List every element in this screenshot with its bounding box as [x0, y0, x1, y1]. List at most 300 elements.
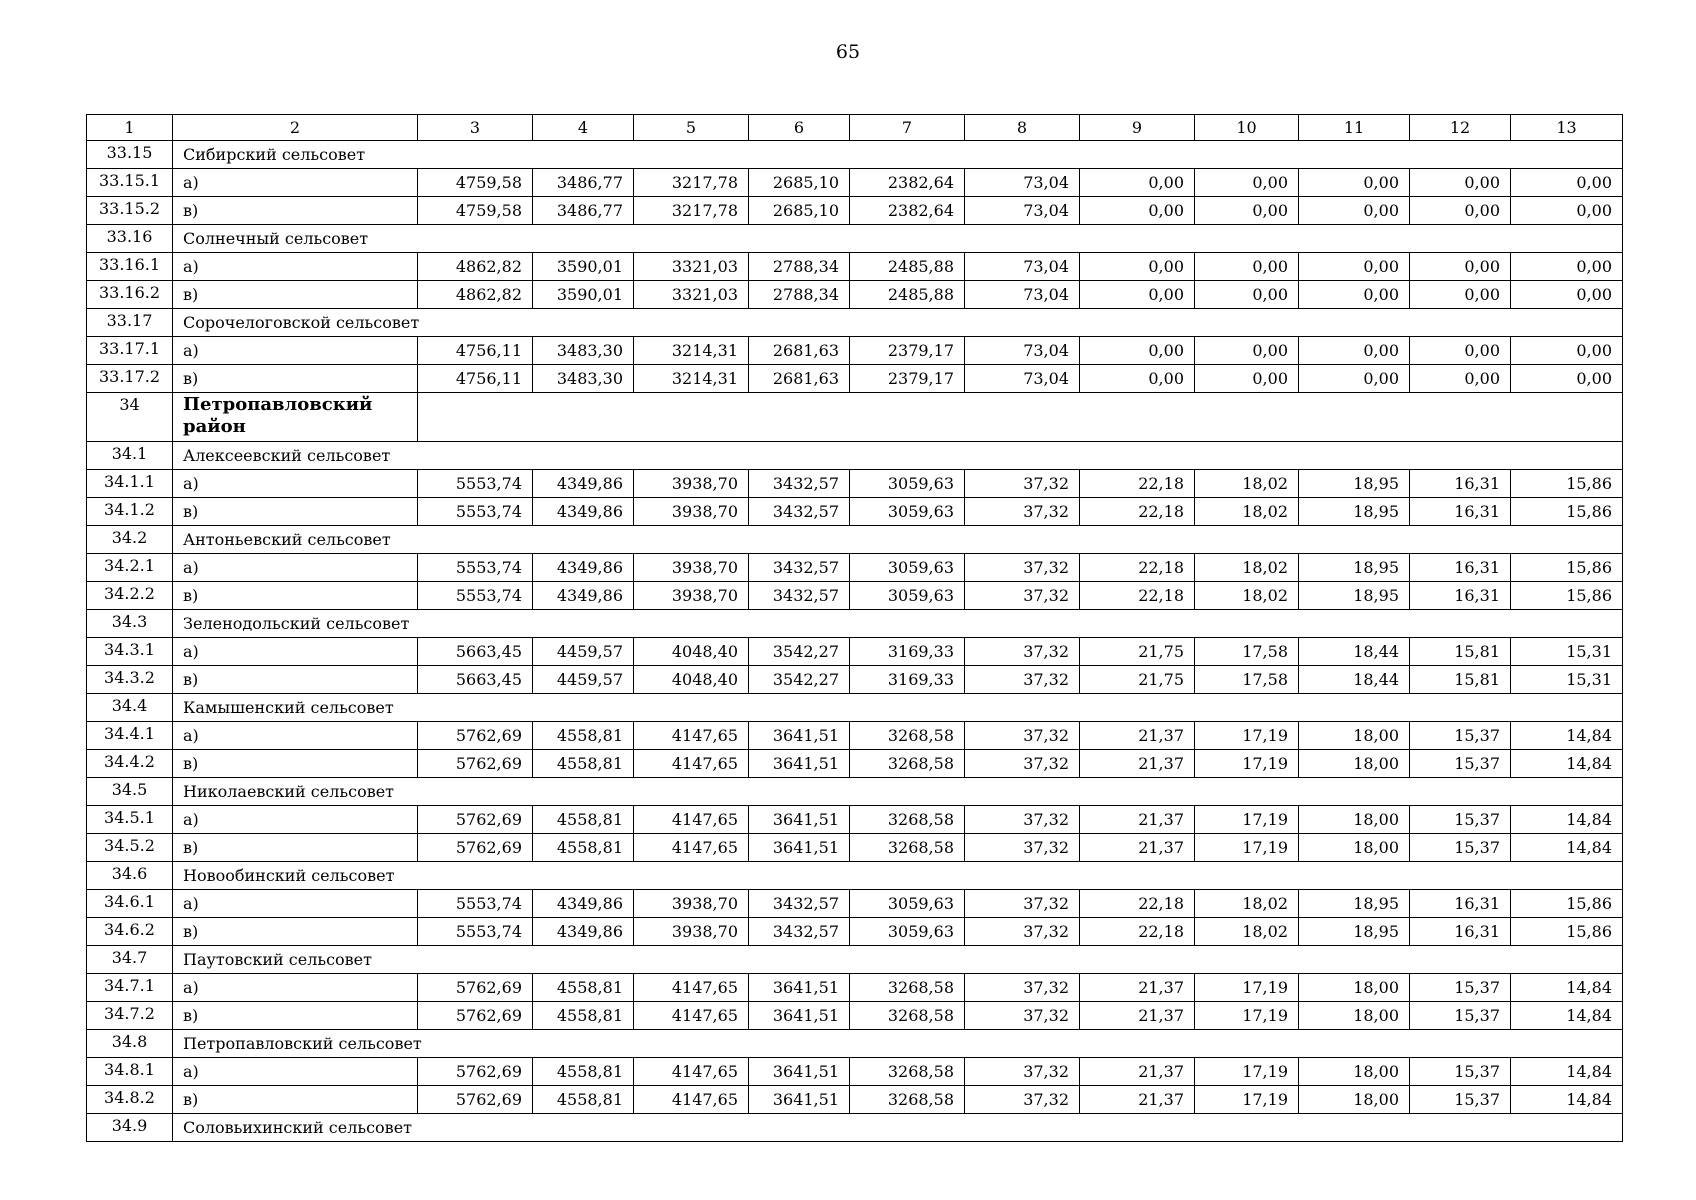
- value-cell: 37,32: [965, 470, 1080, 498]
- value-cell: 3217,78: [634, 197, 749, 225]
- value-cell: 17,19: [1195, 1058, 1299, 1086]
- column-number-cell: 9: [1080, 115, 1195, 141]
- value-cell: 0,00: [1299, 281, 1410, 309]
- value-cell: 5553,74: [418, 554, 533, 582]
- group-row: [87, 946, 1623, 974]
- value-cell: 0,00: [1511, 337, 1623, 365]
- row-code: 34.1.2: [87, 498, 173, 526]
- value-cell: 0,00: [1080, 253, 1195, 281]
- value-cell: 5663,45: [418, 638, 533, 666]
- row-label: а): [173, 722, 418, 750]
- value-cell: 3483,30: [533, 365, 634, 393]
- value-cell: 0,00: [1195, 253, 1299, 281]
- column-number-cell: 1: [87, 115, 173, 141]
- value-cell: 2788,34: [749, 253, 850, 281]
- row-code: 34.7.2: [87, 1002, 173, 1030]
- value-cell: 3938,70: [634, 918, 749, 946]
- value-cell: 3268,58: [850, 834, 965, 862]
- value-cell: 3483,30: [533, 337, 634, 365]
- value-cell: 3321,03: [634, 253, 749, 281]
- row-code: 34.7.1: [87, 974, 173, 1002]
- column-number-cell: 11: [1299, 115, 1410, 141]
- row-code: 34.3: [87, 610, 173, 638]
- value-cell: 17,58: [1195, 666, 1299, 694]
- value-cell: 17,19: [1195, 974, 1299, 1002]
- row-label: а): [173, 1058, 418, 1086]
- column-number-cell: 6: [749, 115, 850, 141]
- value-cell: 3214,31: [634, 337, 749, 365]
- district-row: [87, 393, 1623, 442]
- value-cell: 4147,65: [634, 834, 749, 862]
- row-code: 34.9: [87, 1114, 173, 1142]
- table-row: [87, 666, 1623, 694]
- value-cell: 4756,11: [418, 337, 533, 365]
- row-label: в): [173, 582, 418, 610]
- group-name: Антоньевский сельсовет: [173, 526, 1623, 554]
- value-cell: 37,32: [965, 666, 1080, 694]
- value-cell: 3214,31: [634, 365, 749, 393]
- group-name: Николаевский сельсовет: [173, 778, 1623, 806]
- value-cell: 4459,57: [533, 638, 634, 666]
- column-number-cell: 2: [173, 115, 418, 141]
- value-cell: 4558,81: [533, 1086, 634, 1114]
- row-label: в): [173, 834, 418, 862]
- value-cell: 3268,58: [850, 1002, 965, 1030]
- value-cell: 0,00: [1080, 365, 1195, 393]
- value-cell: 18,02: [1195, 498, 1299, 526]
- value-cell: 14,84: [1511, 722, 1623, 750]
- value-cell: 15,86: [1511, 554, 1623, 582]
- row-code: 34.8.1: [87, 1058, 173, 1086]
- row-code: 34.5: [87, 778, 173, 806]
- value-cell: 15,81: [1410, 638, 1511, 666]
- row-code: 33.17.2: [87, 365, 173, 393]
- value-cell: 21,75: [1080, 638, 1195, 666]
- value-cell: 4349,86: [533, 554, 634, 582]
- value-cell: 3542,27: [749, 638, 850, 666]
- value-cell: 37,32: [965, 582, 1080, 610]
- value-cell: 0,00: [1299, 365, 1410, 393]
- value-cell: 2379,17: [850, 337, 965, 365]
- value-cell: 37,32: [965, 554, 1080, 582]
- value-cell: 0,00: [1299, 169, 1410, 197]
- row-code: 34.1: [87, 442, 173, 470]
- value-cell: 21,37: [1080, 806, 1195, 834]
- value-cell: 4558,81: [533, 806, 634, 834]
- column-number-cell: 5: [634, 115, 749, 141]
- value-cell: 5553,74: [418, 470, 533, 498]
- value-cell: 37,32: [965, 498, 1080, 526]
- group-name: Камышенский сельсовет: [173, 694, 1623, 722]
- value-cell: 14,84: [1511, 974, 1623, 1002]
- value-cell: 18,00: [1299, 974, 1410, 1002]
- value-cell: 14,84: [1511, 806, 1623, 834]
- value-cell: 3432,57: [749, 582, 850, 610]
- value-cell: 4459,57: [533, 666, 634, 694]
- group-row: [87, 225, 1623, 253]
- value-cell: 3268,58: [850, 1058, 965, 1086]
- value-cell: 2681,63: [749, 337, 850, 365]
- group-name: Соловьихинский сельсовет: [173, 1114, 1623, 1142]
- value-cell: 17,19: [1195, 834, 1299, 862]
- column-number-cell: 8: [965, 115, 1080, 141]
- value-cell: 21,37: [1080, 974, 1195, 1002]
- row-code: 33.17: [87, 309, 173, 337]
- value-cell: 3938,70: [634, 470, 749, 498]
- row-label: а): [173, 554, 418, 582]
- value-cell: 0,00: [1299, 253, 1410, 281]
- value-cell: 22,18: [1080, 918, 1195, 946]
- group-name: Новообинский сельсовет: [173, 862, 1623, 890]
- value-cell: 3268,58: [850, 974, 965, 1002]
- value-cell: 3268,58: [850, 806, 965, 834]
- table-row: [87, 638, 1623, 666]
- value-cell: 0,00: [1410, 281, 1511, 309]
- value-cell: 3938,70: [634, 498, 749, 526]
- value-cell: 0,00: [1299, 337, 1410, 365]
- row-label: в): [173, 918, 418, 946]
- value-cell: 21,37: [1080, 722, 1195, 750]
- value-cell: 15,37: [1410, 722, 1511, 750]
- value-cell: 22,18: [1080, 470, 1195, 498]
- value-cell: 21,37: [1080, 1002, 1195, 1030]
- value-cell: 4147,65: [634, 722, 749, 750]
- group-name: Сибирский сельсовет: [173, 141, 1623, 169]
- value-cell: 3641,51: [749, 722, 850, 750]
- value-cell: 22,18: [1080, 498, 1195, 526]
- value-cell: 5762,69: [418, 1002, 533, 1030]
- value-cell: 4147,65: [634, 750, 749, 778]
- group-name: Алексеевский сельсовет: [173, 442, 1623, 470]
- value-cell: 5762,69: [418, 722, 533, 750]
- value-cell: 18,95: [1299, 470, 1410, 498]
- value-cell: 21,37: [1080, 834, 1195, 862]
- value-cell: 73,04: [965, 365, 1080, 393]
- value-cell: 4147,65: [634, 974, 749, 1002]
- group-row: [87, 526, 1623, 554]
- value-cell: 18,95: [1299, 498, 1410, 526]
- value-cell: 4349,86: [533, 890, 634, 918]
- value-cell: 15,86: [1511, 890, 1623, 918]
- table-row: [87, 918, 1623, 946]
- group-name: Сорочелоговской сельсовет: [173, 309, 1623, 337]
- value-cell: 73,04: [965, 337, 1080, 365]
- row-code: 33.15.1: [87, 169, 173, 197]
- table-row: [87, 197, 1623, 225]
- value-cell: 3059,63: [850, 498, 965, 526]
- value-cell: 0,00: [1410, 365, 1511, 393]
- row-code: 33.16: [87, 225, 173, 253]
- value-cell: 15,86: [1511, 470, 1623, 498]
- value-cell: 73,04: [965, 197, 1080, 225]
- value-cell: 37,32: [965, 638, 1080, 666]
- value-cell: 3938,70: [634, 582, 749, 610]
- value-cell: 37,32: [965, 974, 1080, 1002]
- value-cell: 3641,51: [749, 1086, 850, 1114]
- row-code: 34.2.2: [87, 582, 173, 610]
- value-cell: 4862,82: [418, 253, 533, 281]
- value-cell: 5762,69: [418, 806, 533, 834]
- value-cell: 2382,64: [850, 197, 965, 225]
- group-name: Петропавловский сельсовет: [173, 1030, 1623, 1058]
- value-cell: 21,37: [1080, 750, 1195, 778]
- value-cell: 3486,77: [533, 197, 634, 225]
- value-cell: 16,31: [1410, 918, 1511, 946]
- value-cell: 14,84: [1511, 750, 1623, 778]
- column-number-cell: 13: [1511, 115, 1623, 141]
- value-cell: 3641,51: [749, 806, 850, 834]
- row-code: 33.17.1: [87, 337, 173, 365]
- value-cell: 3590,01: [533, 281, 634, 309]
- value-cell: 3486,77: [533, 169, 634, 197]
- value-cell: 0,00: [1080, 281, 1195, 309]
- value-cell: 0,00: [1195, 365, 1299, 393]
- group-row: [87, 309, 1623, 337]
- group-row: [87, 1030, 1623, 1058]
- value-cell: 21,75: [1080, 666, 1195, 694]
- value-cell: 37,32: [965, 1086, 1080, 1114]
- table-row: [87, 281, 1623, 309]
- value-cell: 18,00: [1299, 834, 1410, 862]
- value-cell: 18,02: [1195, 470, 1299, 498]
- value-cell: 18,95: [1299, 890, 1410, 918]
- row-label: в): [173, 750, 418, 778]
- value-cell: 15,86: [1511, 582, 1623, 610]
- value-cell: 15,37: [1410, 1086, 1511, 1114]
- value-cell: 0,00: [1511, 169, 1623, 197]
- value-cell: 0,00: [1410, 337, 1511, 365]
- value-cell: 3432,57: [749, 498, 850, 526]
- value-cell: 4147,65: [634, 1002, 749, 1030]
- value-cell: 4558,81: [533, 834, 634, 862]
- column-number-cell: 7: [850, 115, 965, 141]
- value-cell: 37,32: [965, 1002, 1080, 1030]
- value-cell: 18,95: [1299, 582, 1410, 610]
- row-code: 34.4.2: [87, 750, 173, 778]
- value-cell: 18,44: [1299, 666, 1410, 694]
- value-cell: 15,31: [1511, 666, 1623, 694]
- table-row: [87, 974, 1623, 1002]
- table-row: [87, 806, 1623, 834]
- row-code: 34.3.2: [87, 666, 173, 694]
- value-cell: 73,04: [965, 169, 1080, 197]
- column-number-cell: 3: [418, 115, 533, 141]
- value-cell: 18,00: [1299, 750, 1410, 778]
- group-name: Паутовский сельсовет: [173, 946, 1623, 974]
- row-code: 34.3.1: [87, 638, 173, 666]
- table-row: [87, 1002, 1623, 1030]
- value-cell: 37,32: [965, 750, 1080, 778]
- value-cell: 15,86: [1511, 918, 1623, 946]
- value-cell: 3432,57: [749, 470, 850, 498]
- value-cell: 3590,01: [533, 253, 634, 281]
- value-cell: 14,84: [1511, 834, 1623, 862]
- value-cell: 15,31: [1511, 638, 1623, 666]
- tariff-table: [86, 114, 1623, 1142]
- value-cell: 2685,10: [749, 169, 850, 197]
- value-cell: 2788,34: [749, 281, 850, 309]
- value-cell: 4756,11: [418, 365, 533, 393]
- column-number-cell: 12: [1410, 115, 1511, 141]
- value-cell: 5553,74: [418, 498, 533, 526]
- value-cell: 14,84: [1511, 1058, 1623, 1086]
- value-cell: 21,37: [1080, 1058, 1195, 1086]
- value-cell: 3432,57: [749, 918, 850, 946]
- group-name: Солнечный сельсовет: [173, 225, 1623, 253]
- row-label: а): [173, 890, 418, 918]
- table-row: [87, 365, 1623, 393]
- value-cell: 3169,33: [850, 638, 965, 666]
- column-number-cell: 4: [533, 115, 634, 141]
- value-cell: 37,32: [965, 806, 1080, 834]
- value-cell: 3268,58: [850, 722, 965, 750]
- value-cell: 5663,45: [418, 666, 533, 694]
- value-cell: 3641,51: [749, 1002, 850, 1030]
- group-row: [87, 778, 1623, 806]
- value-cell: 73,04: [965, 281, 1080, 309]
- row-code: 34: [87, 393, 173, 442]
- row-label: в): [173, 498, 418, 526]
- table-row: [87, 582, 1623, 610]
- value-cell: 18,00: [1299, 1086, 1410, 1114]
- district-fill: [418, 393, 1623, 442]
- value-cell: 2379,17: [850, 365, 965, 393]
- row-code: 33.15.2: [87, 197, 173, 225]
- value-cell: 37,32: [965, 890, 1080, 918]
- row-code: 34.7: [87, 946, 173, 974]
- value-cell: 3641,51: [749, 974, 850, 1002]
- value-cell: 17,19: [1195, 722, 1299, 750]
- value-cell: 3432,57: [749, 554, 850, 582]
- value-cell: 0,00: [1080, 197, 1195, 225]
- group-row: [87, 862, 1623, 890]
- value-cell: 15,81: [1410, 666, 1511, 694]
- value-cell: 3321,03: [634, 281, 749, 309]
- value-cell: 3641,51: [749, 834, 850, 862]
- value-cell: 5553,74: [418, 582, 533, 610]
- value-cell: 3268,58: [850, 1086, 965, 1114]
- table-row: [87, 890, 1623, 918]
- row-label: а): [173, 806, 418, 834]
- value-cell: 4349,86: [533, 918, 634, 946]
- row-code: 34.2.1: [87, 554, 173, 582]
- row-code: 34.8: [87, 1030, 173, 1058]
- row-label: а): [173, 253, 418, 281]
- table-body: [87, 115, 1623, 1142]
- value-cell: 4147,65: [634, 1058, 749, 1086]
- value-cell: 2685,10: [749, 197, 850, 225]
- value-cell: 18,44: [1299, 638, 1410, 666]
- table-row: [87, 554, 1623, 582]
- table-row: [87, 1058, 1623, 1086]
- group-row: [87, 442, 1623, 470]
- value-cell: 15,37: [1410, 834, 1511, 862]
- value-cell: 18,95: [1299, 918, 1410, 946]
- value-cell: 18,00: [1299, 1058, 1410, 1086]
- value-cell: 4558,81: [533, 722, 634, 750]
- value-cell: 0,00: [1410, 169, 1511, 197]
- value-cell: 16,31: [1410, 470, 1511, 498]
- row-label: в): [173, 1002, 418, 1030]
- value-cell: 4349,86: [533, 582, 634, 610]
- value-cell: 15,37: [1410, 1002, 1511, 1030]
- value-cell: 4558,81: [533, 1058, 634, 1086]
- value-cell: 18,00: [1299, 1002, 1410, 1030]
- value-cell: 5762,69: [418, 834, 533, 862]
- value-cell: 16,31: [1410, 554, 1511, 582]
- value-cell: 22,18: [1080, 554, 1195, 582]
- row-code: 34.4: [87, 694, 173, 722]
- row-label: а): [173, 638, 418, 666]
- value-cell: 15,86: [1511, 498, 1623, 526]
- value-cell: 5762,69: [418, 750, 533, 778]
- value-cell: 22,18: [1080, 890, 1195, 918]
- value-cell: 0,00: [1511, 281, 1623, 309]
- value-cell: 4048,40: [634, 666, 749, 694]
- value-cell: 17,19: [1195, 1086, 1299, 1114]
- value-cell: 17,58: [1195, 638, 1299, 666]
- value-cell: 18,02: [1195, 918, 1299, 946]
- table-row: [87, 253, 1623, 281]
- district-name: Петропавловский район: [173, 393, 418, 442]
- group-row: [87, 1114, 1623, 1142]
- value-cell: 18,00: [1299, 806, 1410, 834]
- column-number-cell: 10: [1195, 115, 1299, 141]
- value-cell: 4048,40: [634, 638, 749, 666]
- row-label: в): [173, 197, 418, 225]
- group-name: Зеленодольский сельсовет: [173, 610, 1623, 638]
- value-cell: 4147,65: [634, 806, 749, 834]
- value-cell: 0,00: [1299, 197, 1410, 225]
- value-cell: 18,00: [1299, 722, 1410, 750]
- table-row: [87, 1086, 1623, 1114]
- row-code: 34.6.1: [87, 890, 173, 918]
- row-code: 34.1.1: [87, 470, 173, 498]
- value-cell: 4759,58: [418, 169, 533, 197]
- value-cell: 5762,69: [418, 974, 533, 1002]
- value-cell: 15,37: [1410, 750, 1511, 778]
- table-row: [87, 470, 1623, 498]
- value-cell: 18,02: [1195, 554, 1299, 582]
- value-cell: 0,00: [1195, 337, 1299, 365]
- value-cell: 2681,63: [749, 365, 850, 393]
- value-cell: 16,31: [1410, 582, 1511, 610]
- value-cell: 3641,51: [749, 1058, 850, 1086]
- row-code: 34.5.2: [87, 834, 173, 862]
- value-cell: 14,84: [1511, 1086, 1623, 1114]
- value-cell: 5762,69: [418, 1058, 533, 1086]
- value-cell: 37,32: [965, 1058, 1080, 1086]
- value-cell: 17,19: [1195, 750, 1299, 778]
- value-cell: 3059,63: [850, 582, 965, 610]
- value-cell: 0,00: [1195, 281, 1299, 309]
- value-cell: 3938,70: [634, 890, 749, 918]
- row-label: в): [173, 281, 418, 309]
- value-cell: 3059,63: [850, 554, 965, 582]
- row-code: 34.4.1: [87, 722, 173, 750]
- value-cell: 4558,81: [533, 750, 634, 778]
- value-cell: 4349,86: [533, 498, 634, 526]
- value-cell: 17,19: [1195, 1002, 1299, 1030]
- value-cell: 2382,64: [850, 169, 965, 197]
- value-cell: 2485,88: [850, 253, 965, 281]
- page-number: 65: [835, 41, 861, 63]
- value-cell: 37,32: [965, 722, 1080, 750]
- group-row: [87, 141, 1623, 169]
- table-row: [87, 722, 1623, 750]
- value-cell: 3938,70: [634, 554, 749, 582]
- value-cell: 0,00: [1195, 169, 1299, 197]
